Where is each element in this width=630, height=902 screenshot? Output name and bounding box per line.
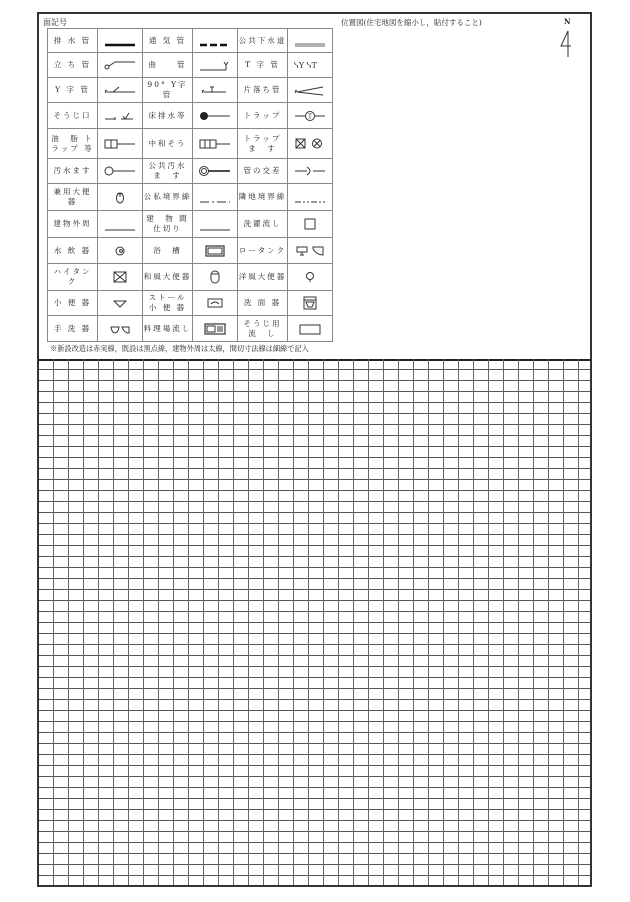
legend-label: 建物外周 [48,211,98,238]
legend-label: Y 字 管 [48,78,98,103]
legend-note: ※新設改造は赤実線，既設は黒点線，建物外周は太線，間切寸法線は細線で記入 [50,344,309,353]
drinking-fountain-icon [98,238,143,264]
legend-row [48,53,333,78]
legend-label: 通 気 管 [143,29,193,53]
legend-label: 洗濯流し [238,211,288,238]
wye-90-pipe-icon [193,78,238,103]
north-label: N [564,17,571,26]
legend-label: 公共下水道 [238,29,288,53]
legend-label: 水 飲 器 [48,238,98,264]
drawing-grid[interactable] [39,359,590,885]
legend-label: 排 水 管 [48,29,98,53]
legend-label: 料理場流し [143,316,193,342]
legend-row [48,211,333,238]
neutralizing-tank-icon [193,129,238,159]
legend-table [47,28,333,342]
legend-label: 建 物 間仕切り [143,211,193,238]
legend-label: T 字 管 [238,53,288,78]
legend-row [48,103,333,129]
legend-row [48,264,333,291]
bathtub-icon [193,238,238,264]
legend-row [48,291,333,316]
legend-row [48,78,333,103]
double-line-icon [288,29,333,53]
pipe-crossing-icon [288,159,333,184]
washbasin-icon [288,291,333,316]
dual-toilet-icon [98,184,143,211]
form-frame [37,12,592,887]
legend-label: ロータンク [238,238,288,264]
svg-text:ᓭY ᓭT: ᓭY ᓭT [294,61,317,70]
legend-title: 面記号 [43,18,67,27]
boundary-dash-dot-icon [193,184,238,211]
bend-pipe-icon [193,53,238,78]
grease-trap-icon [98,129,143,159]
tee-pipe-icon [288,53,333,78]
north-arrow-icon [559,30,573,58]
legend-row [48,238,333,264]
legend-label: 隣地境界線 [238,184,288,211]
legend-label: 汚水ます [48,159,98,184]
hand-wash-icon [98,316,143,342]
public-sewage-basin-icon [193,159,238,184]
legend-label: 公共汚水 ま す [143,159,193,184]
legend-label: 洗 面 器 [238,291,288,316]
legend-label: 管の交差 [238,159,288,184]
riser-pipe-icon [98,53,143,78]
legend-label: 90° Y字管 [143,78,193,103]
legend-row [48,29,333,53]
kitchen-sink-icon [193,316,238,342]
japanese-toilet-icon [193,264,238,291]
boundary-dash-dot-dot-icon [288,184,333,211]
thin-line-icon [98,211,143,238]
thin-line-icon [193,211,238,238]
legend-label: そうじ口 [48,103,98,129]
legend-label: 片落ち管 [238,78,288,103]
legend-label: ハイタン ク [48,264,98,291]
cleanout-icon [98,103,143,129]
reducer-pipe-icon [288,78,333,103]
legend-label: トラップ ま す [238,129,288,159]
legend-label: 油 脂 トラップ 等 [48,129,98,159]
legend-row [48,129,333,159]
legend-label: トラップ [238,103,288,129]
legend-label: 小 便 器 [48,291,98,316]
legend-row [48,159,333,184]
location-map-title: 位置図(住宅地図を縮小し，貼付すること) [341,18,482,27]
floor-drain-icon [193,103,238,129]
legend-label: 中和そう [143,129,193,159]
header-section [39,14,590,361]
urinal-icon [98,291,143,316]
service-sink-icon [288,316,333,342]
legend-label: 和風大便器 [143,264,193,291]
laundry-sink-icon [288,211,333,238]
legend-row [48,184,333,211]
legend-label: 手 洗 器 [48,316,98,342]
sewage-basin-icon [98,159,143,184]
legend-label: 曲 管 [143,53,193,78]
solid-thick-line-icon [98,29,143,53]
legend-label: 浴 槽 [143,238,193,264]
legend-label: そうじ用 流 し [238,316,288,342]
legend-row [48,316,333,342]
low-tank-icon [288,238,333,264]
legend-label: 洋風大便器 [238,264,288,291]
svg-text:T: T [308,113,313,120]
legend-label: ストール 小 便 器 [143,291,193,316]
wye-pipe-icon [98,78,143,103]
dashed-line-icon [193,29,238,53]
western-toilet-icon [288,264,333,291]
legend-label: 床排水等 [143,103,193,129]
stall-urinal-icon [193,291,238,316]
legend-label: 公私境界線 [143,184,193,211]
legend-label: 立 ち 管 [48,53,98,78]
high-tank-icon [98,264,143,291]
trap-basin-icon [288,129,333,159]
legend-label: 兼用大便 器 [48,184,98,211]
trap-icon [288,103,333,129]
